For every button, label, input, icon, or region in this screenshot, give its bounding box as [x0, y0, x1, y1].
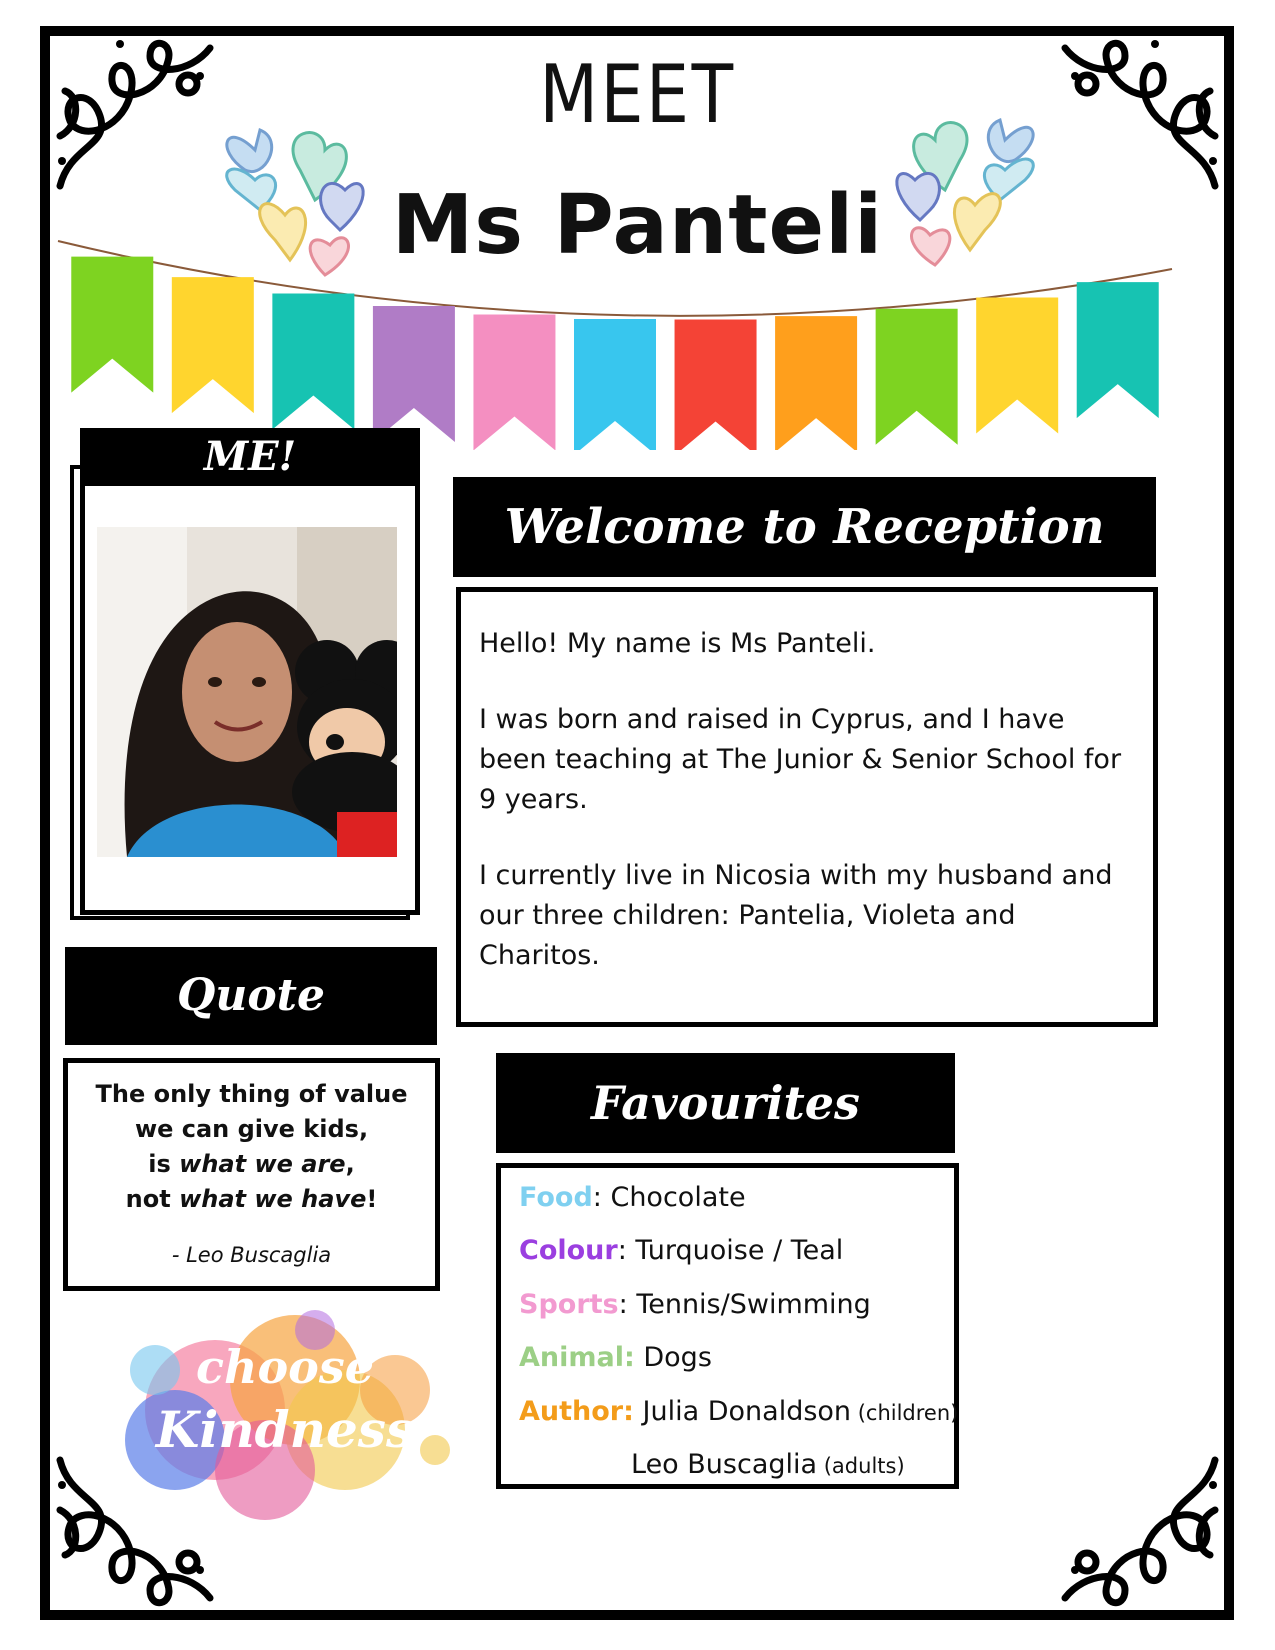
welcome-title: Welcome to Reception — [504, 499, 1105, 555]
favourite-author-value: Julia Donaldson — [642, 1396, 852, 1427]
favourite-author — [519, 1392, 958, 1433]
favourites-header-bar — [496, 1053, 955, 1153]
favourite-author-label: Author: — [519, 1396, 634, 1427]
teacher-photo-illustration — [97, 527, 397, 857]
favourite-author-extra-value: Leo Buscaglia — [631, 1449, 818, 1480]
favourite-colour-label: Colour — [519, 1235, 618, 1266]
corner-swirl-bottom-right — [1055, 1450, 1225, 1610]
photo-label: ME! — [203, 433, 297, 480]
welcome-paragraph-1: Hello! My name is Ms Panteli. — [479, 628, 876, 659]
bunting-flag — [473, 314, 555, 450]
welcome-paragraph-3: I currently live in Nicosia with my husband and our three children: Pantelia, Violeta and Charitos. — [479, 860, 1113, 971]
bunting-flag — [272, 294, 354, 430]
favourite-author-note: (children) — [851, 1401, 959, 1425]
teacher-photo — [97, 527, 397, 857]
favourite-food-label: Food — [519, 1182, 593, 1213]
bunting-banner — [50, 235, 1180, 450]
bunting-flag — [976, 297, 1058, 433]
bunting-flag — [775, 316, 857, 450]
favourites-box — [496, 1163, 959, 1489]
choose-kindness-art — [95, 1300, 475, 1530]
quote-line-4: not what we have! — [125, 1185, 378, 1213]
favourite-colour-value: Turquoise / Teal — [635, 1235, 844, 1266]
favourite-sports: Sports: Tennis/Swimming — [519, 1289, 871, 1320]
bunting-flag — [876, 309, 958, 445]
quote-line-1: The only thing of value — [95, 1080, 408, 1108]
favourite-animal — [519, 1338, 712, 1378]
bunting-flag — [373, 306, 455, 442]
bunting-flag — [1077, 282, 1159, 418]
favourite-sports-label: Sports — [519, 1289, 619, 1320]
bunting-flag — [675, 320, 757, 450]
bunting-flag — [71, 257, 153, 393]
favourite-animal-label: Animal: — [519, 1342, 635, 1373]
quote-line-2: we can give kids, — [134, 1115, 369, 1143]
welcome-paragraph-2: I was born and raised in Cyprus, and I have been teaching at The Junior & Senior School for 9 years. — [479, 704, 1122, 815]
quote-box — [63, 1058, 440, 1291]
favourite-animal-value: Dogs — [643, 1342, 712, 1373]
bunting-flag — [172, 277, 254, 413]
welcome-box — [456, 587, 1158, 1027]
favourite-colour: Colour: Turquoise / Teal — [519, 1235, 844, 1266]
welcome-header-bar — [453, 477, 1156, 577]
favourite-food-value: Chocolate — [610, 1182, 746, 1213]
meet-heading: MEET — [539, 48, 736, 141]
favourites-title: Favourites — [591, 1076, 860, 1130]
bunting-flag — [574, 319, 656, 450]
favourite-sports-value: Tennis/Swimming — [636, 1289, 871, 1320]
favourite-food: Food: Chocolate — [519, 1182, 746, 1213]
quote-line-3: is what we are, — [148, 1150, 355, 1178]
favourite-author-extra-note: (adults) — [817, 1454, 905, 1478]
quote-author: - Leo Buscaglia — [171, 1243, 332, 1267]
quote-title: Quote — [177, 970, 325, 1021]
kindness-line-2: Kindness — [155, 1400, 415, 1459]
kindness-line-1: choose — [196, 1340, 374, 1394]
favourite-author-extra — [631, 1445, 905, 1486]
photo-label-bar — [80, 428, 420, 486]
teacher-name-heading: Ms Panteli — [391, 178, 884, 273]
quote-header-bar — [65, 947, 437, 1045]
